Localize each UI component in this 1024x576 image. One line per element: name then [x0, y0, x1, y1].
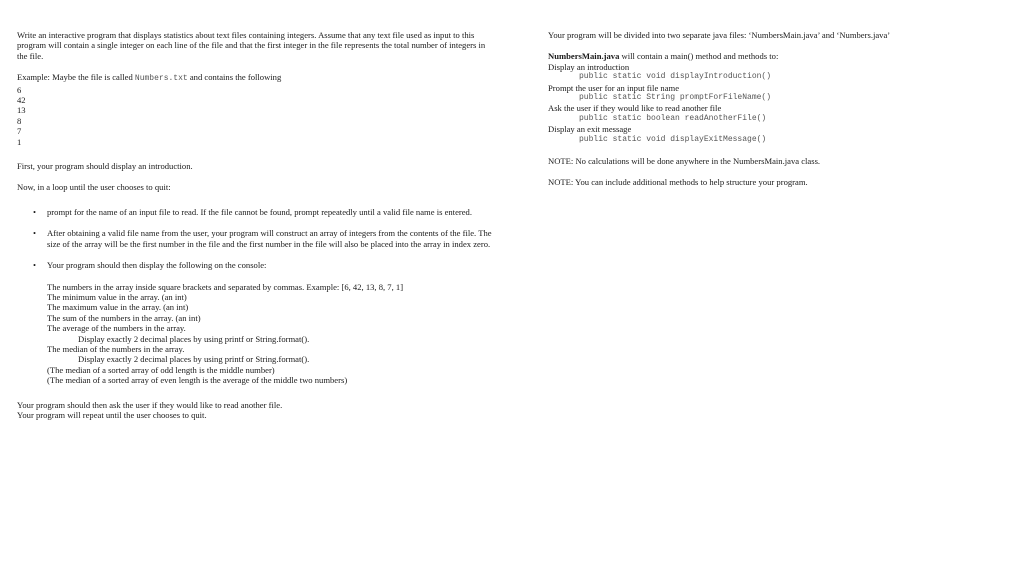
method-description: Display an exit message: [548, 124, 632, 135]
file-line: 7: [17, 126, 22, 137]
method-signature: public static boolean readAnotherFile(): [579, 113, 767, 123]
left-column: [17, 30, 495, 420]
file-line: 42: [17, 95, 26, 106]
bullet-symbol: •: [33, 260, 37, 271]
intro-paragraph: Write an interactive program that displays statistics about text files containing integers. Assume that any text file used as input to this program will contain a single integer on each line of the file and that the first integer in the file represents the total number of integers in the file.: [17, 30, 486, 61]
file-line: 1: [17, 136, 22, 147]
console-output-list: [17, 282, 495, 386]
files-line: Your program will be divided into two separate java files: ‘NumbersMain.java’ and ‘Numbers.java’: [548, 30, 891, 40]
file-contents: [17, 85, 495, 147]
bullet-symbol: •: [33, 206, 37, 217]
method-signature: public static String promptForFileName(): [579, 93, 772, 103]
file-line: 6: [17, 84, 22, 95]
example-line: Example: Maybe the file is called Numbers.txt and contains the following: [17, 72, 282, 84]
first-instruction: First, your program should display an introduction.: [17, 161, 193, 172]
console-item-min: The minimum value in the array. (an int): [47, 291, 187, 302]
bullet-item: • After obtaining a valid file name from the user, your program will construct an array of integers from the contents of the file. The size of the array will be the first number in the file and the first number in the file will also be placed into the array in index zero.: [33, 228, 492, 249]
console-item-median: The median of the numbers in the array.: [47, 343, 185, 354]
method-list: [548, 62, 1008, 145]
bullet-item: • Your program should then display the following on the console:: [33, 260, 267, 271]
console-item-max: The maximum value in the array. (an int): [47, 302, 189, 313]
closing-line-2: Your program will repeat until the user chooses to quit.: [17, 409, 207, 420]
method-description: Prompt the user for an input file name: [548, 82, 680, 93]
main-class-name: NumbersMain.java: [548, 51, 620, 62]
right-column: [548, 30, 1008, 188]
file-line: 13: [17, 105, 26, 116]
file-line: 8: [17, 115, 22, 126]
method-description: Ask the user if they would like to read another file: [548, 103, 722, 114]
example-filename: Numbers.txt: [134, 74, 188, 84]
console-item-average: The average of the numbers in the array.: [47, 323, 186, 334]
main-class-line: NumbersMain.java will contain a main() method and methods to:: [548, 51, 779, 62]
method-signature: public static void displayIntroduction(): [579, 72, 772, 82]
note-no-calculations: NOTE: No calculations will be done anywhere in the NumbersMain.java class.: [548, 156, 821, 167]
console-item-average-detail: Display exactly 2 decimal places by using printf or String.format().: [78, 333, 310, 344]
console-item-median-even: (The median of a sorted array of even length is the average of the middle two numbers): [47, 375, 348, 386]
console-item-sum: The sum of the numbers in the array. (an int): [47, 312, 201, 323]
console-item-median-detail: Display exactly 2 decimal places by using printf or String.format().: [78, 354, 310, 365]
bullet-symbol: •: [33, 228, 37, 239]
method-description: Display an introduction: [548, 61, 630, 72]
bullet-item: • prompt for the name of an input file to read. If the file cannot be found, prompt repeatedly until a valid file name is entered.: [33, 206, 473, 217]
method-signature: public static void displayExitMessage(): [579, 134, 767, 144]
console-item-median-odd: (The median of a sorted array of odd length is the middle number): [47, 364, 275, 375]
console-item-numbers: The numbers in the array inside square brackets and separated by commas. Example: [6, 42, 13, 8, 7, 1]: [47, 281, 404, 292]
note-additional-methods: NOTE: You can include additional methods to help structure your program.: [548, 177, 808, 188]
loop-instruction: Now, in a loop until the user chooses to quit:: [17, 182, 171, 193]
closing-line-1: Your program should then ask the user if they would like to read another file.: [17, 399, 283, 410]
